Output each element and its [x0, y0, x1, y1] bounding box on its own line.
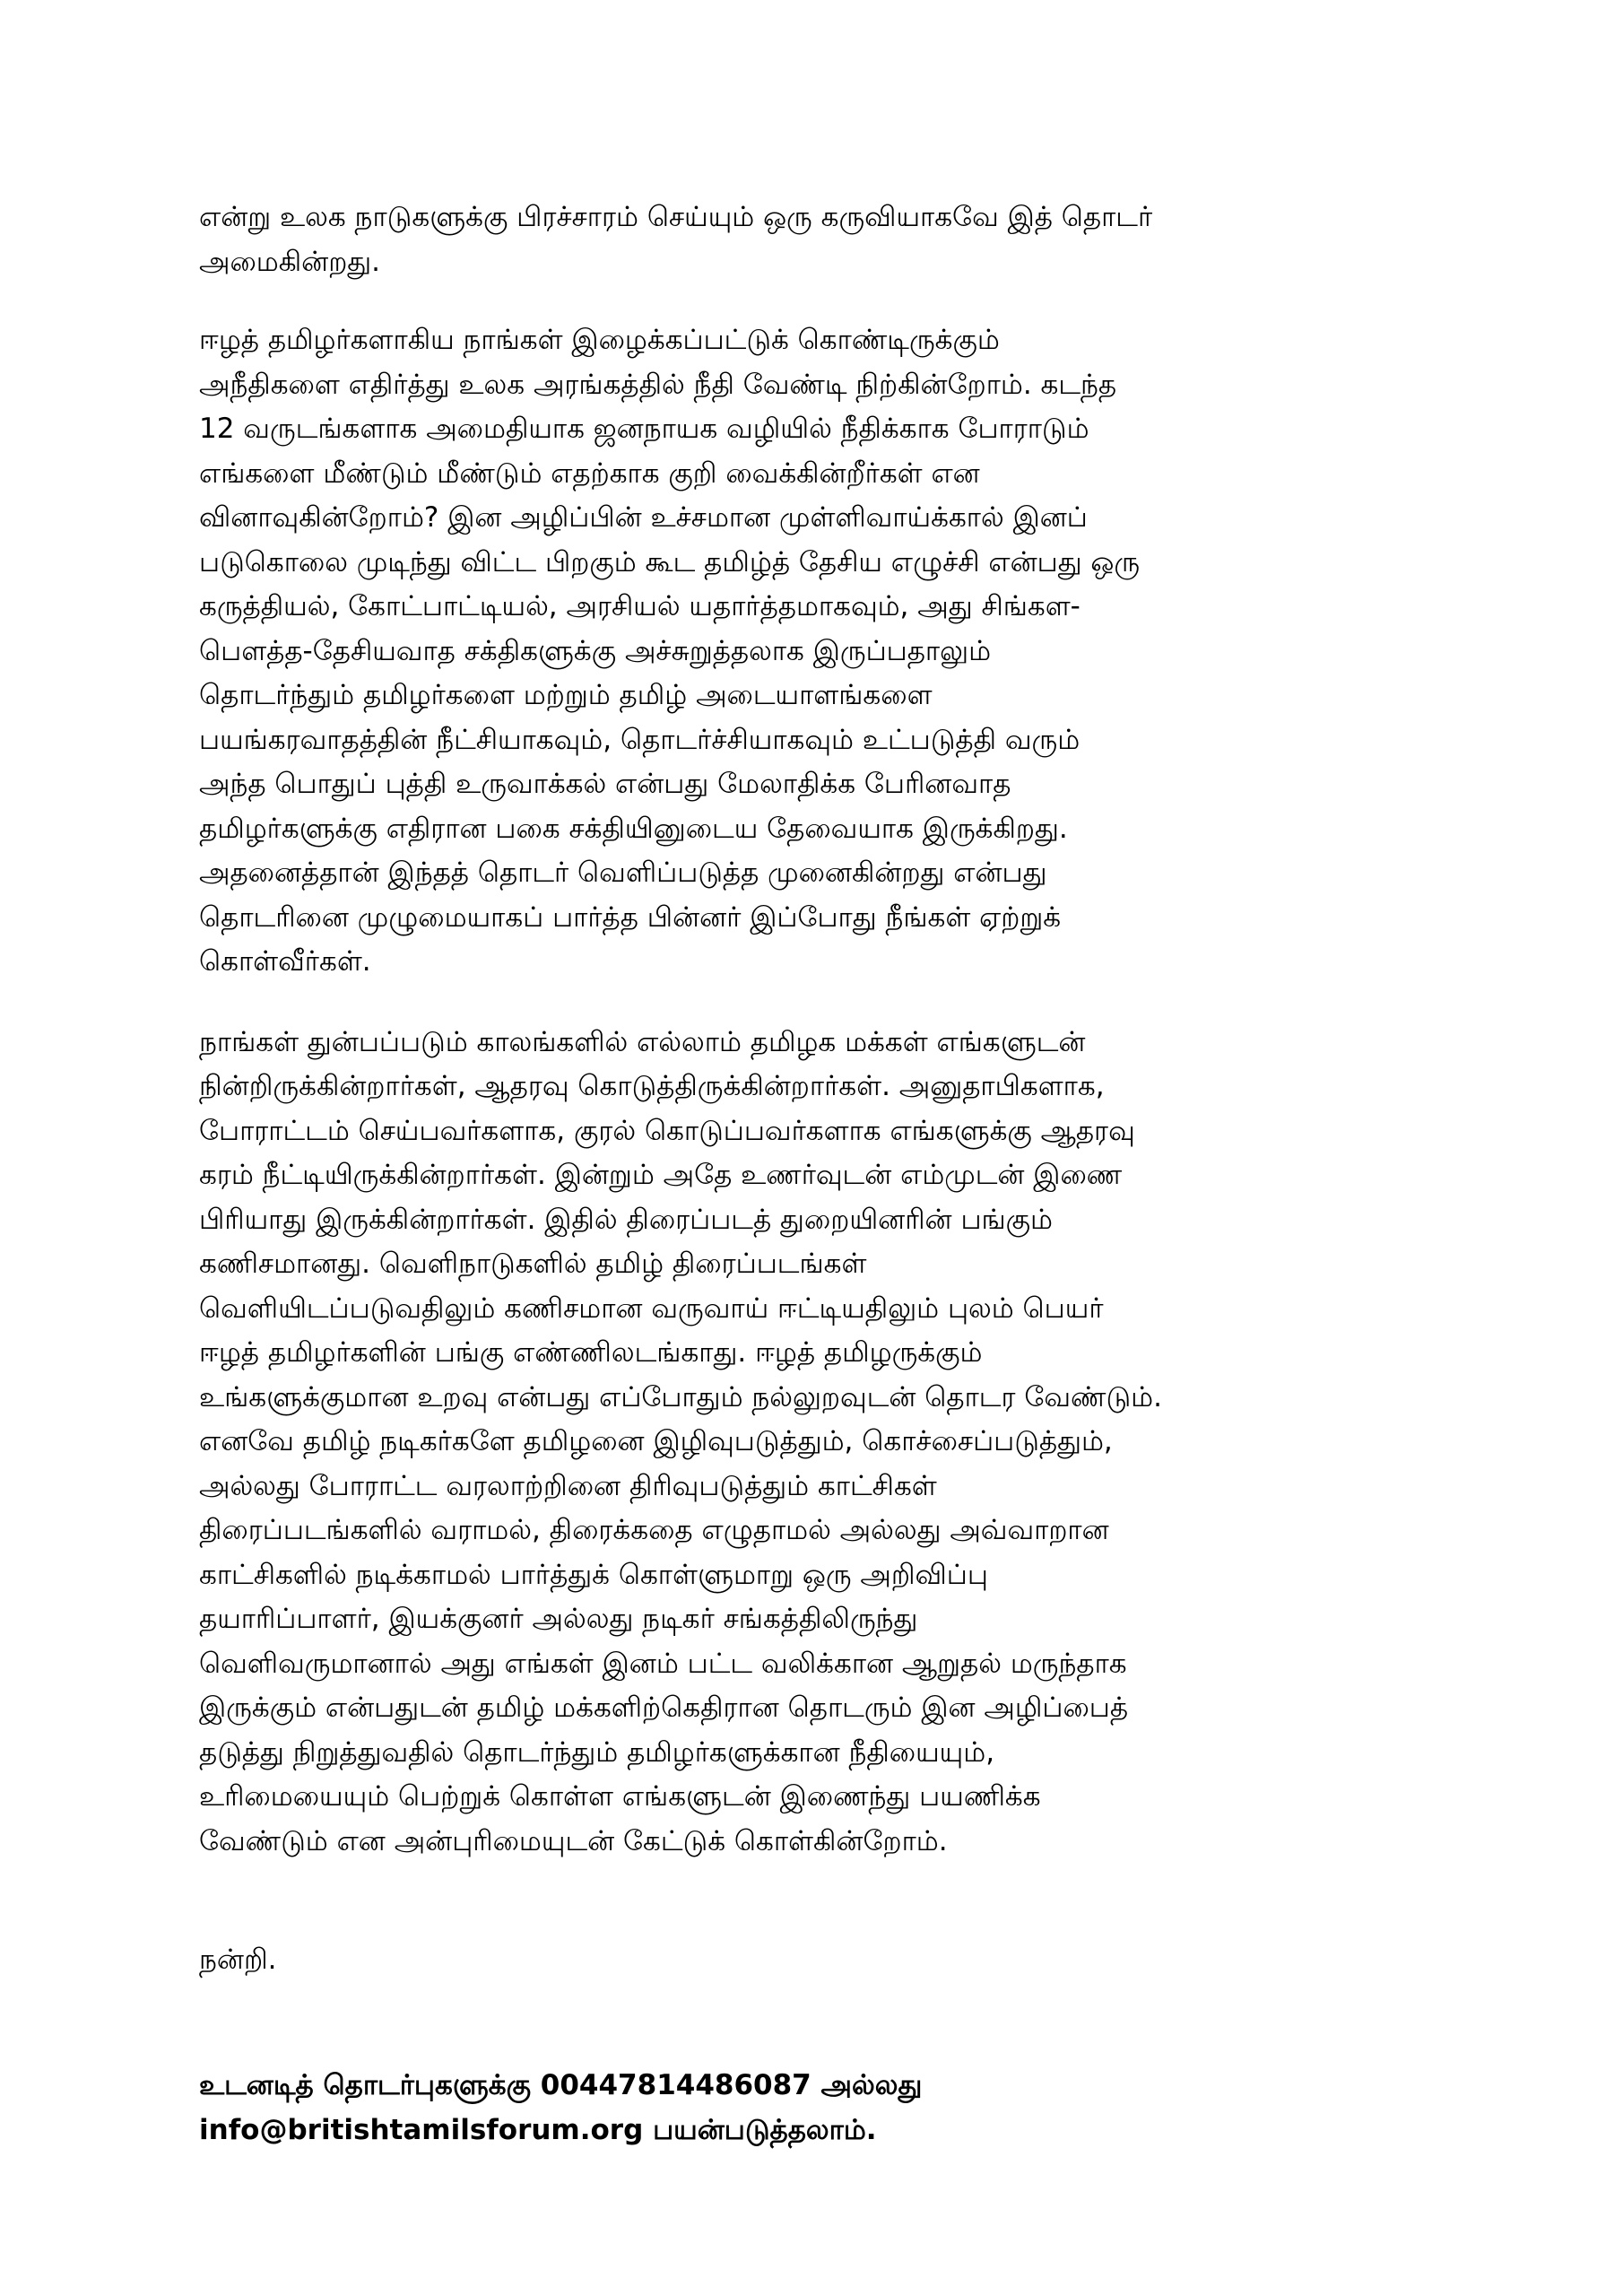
document-body — [199, 196, 1454, 2152]
paragraph-1: என்று உலக நாடுகளுக்கு பிரச்சாரம் செய்யும் ஒரு கருவியாகவே இத் தொடர் அமைகின்றது. — [199, 201, 1153, 278]
closing-text: நன்றி. — [199, 1944, 277, 1976]
paragraph-3: நாங்கள் துன்பப்படும் காலங்களில் எல்லாம் தமிழக மக்கள் எங்களுடன் நின்றிருக்கின்றார்கள், ஆதரவு கொடுத்திருக்கின்றார்கள். அனுதாபிகளாக, போராட்டம் செய்பவர்களாக, குரல் கொடுப்பவர்களாக எங்களுக்கு ஆதரவு கரம் நீட்டியிருக்கின்றார்கள். இன்றும் அதே உணர்வுடன் எம்முடன் இணை பிரியாது இருக்கின்றார்கள். இதில் திரைப்படத் துறையினரின் பங்கும் கணிசமானது. வெளிநாடுகளில் தமிழ் திரைப்படங்கள் வெளியிடப்படுவதிலும் கணிசமான வருவாய் ஈட்டியதிலும் புலம் பெயர் ஈழத் தமிழர்களின் பங்கு எண்ணிலடங்காது. ஈழத் தமிழருக்கும் உங்களுக்குமான உறவு என்பது எப்போதும் நல்லுறவுடன் தொடர வேண்டும். எனவே தமிழ் நடிகர்களே தமிழனை இழிவுபடுத்தும், கொச்சைப்படுத்தும், அல்லது போராட்ட வரலாற்றினை திரிவுபடுத்தும் காட்சிகள் திரைப்படங்களில் வராமல், திரைக்கதை எழுதாமல் அல்லது அவ்வாறான காட்சிகளில் நடிக்காமல் பார்த்துக் கொள்ளுமாறு ஒரு அறிவிப்பு தயாரிப்பாளர், இயக்குனர் அல்லது நடிகர் சங்கத்திலிருந்து வெளிவருமானால் அது எங்கள் இனம் பட்ட வலிக்கான ஆறுதல் மருந்தாக இருக்கும் என்பதுடன் தமிழ் மக்களிற்கெதிரான தொடரும் இன அழிப்பைத் தடுத்து நிறுத்துவதில் தொடர்ந்தும் தமிழர்களுக்கான நீதியையும், உரிமையையும் பெற்றுக் கொள்ள எங்களுடன் இணைந்து பயணிக்க வேண்டும் என அன்புரிமையுடன் கேட்டுக் கொள்கின்றோம். — [199, 1025, 1162, 1857]
paragraph-2: ஈழத் தமிழர்களாகிய நாங்கள் இழைக்கப்பட்டுக் கொண்டிருக்கும் அநீதிகளை எதிர்த்து உலக அரங்கத்தில் நீதி வேண்டி நிற்கின்றோம். கடந்த 12 வருடங்களாக அமைதியாக ஜனநாயக வழியில் நீதிக்காக போராடும் எங்களை மீண்டும் மீண்டும் எதற்காக குறி வைக்கின்றீர்கள் என வினாவுகின்றோம்? இன அழிப்பின் உச்சமான முள்ளிவாய்க்கால் இனப் படுகொலை முடிந்து விட்ட பிறகும் கூட தமிழ்த் தேசிய எழுச்சி என்பது ஒரு கருத்தியல், கோட்பாட்டியல், அரசியல் யதார்த்தமாகவும், அது சிங்கள- பௌத்த-தேசியவாத சக்திகளுக்கு அச்சுறுத்தலாக இருப்பதாலும் தொடர்ந்தும் தமிழர்களை மற்றும் தமிழ் அடையாளங்களை பயங்கரவாதத்தின் நீட்சியாகவும், தொடர்ச்சியாகவும் உட்படுத்தி வரும் அந்த பொதுப் புத்தி உருவாக்கல் என்பது மேலாதிக்க பேரினவாத தமிழர்களுக்கு எதிரான பகை சக்தியினுடைய தேவையாக இருக்கிறது. அதனைத்தான் இந்தத் தொடர் வெளிப்படுத்த முனைகின்றது என்பது தொடரினை முழுமையாகப் பார்த்த பின்னர் இப்போது நீங்கள் ஏற்றுக் கொள்வீர்கள். — [199, 324, 1141, 978]
contact-info: உடனடித் தொடர்புகளுக்கு 00447814486087 அல்லது info@britishtamilsforum.org பயன்படுத்தலாம். — [199, 2069, 923, 2146]
